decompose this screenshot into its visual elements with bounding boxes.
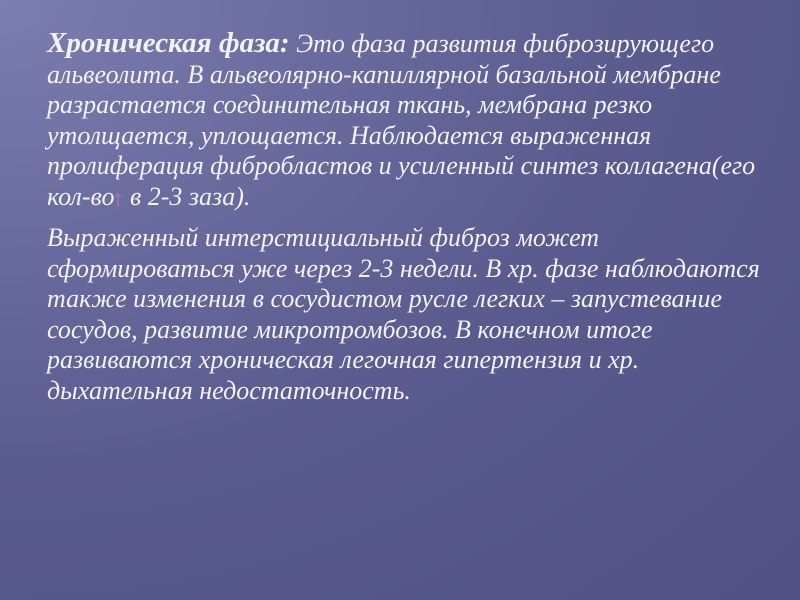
slide-text-body bbox=[47, 28, 762, 406]
chronic-phase-text: Это фаза развития фиброзирующего альвеолита. В альвеолярно-капиллярной базальной мембране разрастается соединительная ткань, мембрана резко утолщается, уплощается. Наблюдается выраженная пролиферация фибробластов и усиленный синтез коллагена(его кол-во bbox=[47, 29, 756, 211]
chronic-phase-text-end: в 2-3 заза). bbox=[123, 181, 251, 211]
up-arrow-icon bbox=[114, 192, 122, 206]
paragraph-fibrosis: Выраженный интерстициальный фиброз может сформироваться уже через 2-3 недели. В хр. фазе наблюдаются также изменения в сосудистом русле легких – запустевание сосудов, развитие микротромбозов. В конечном итоге развиваются хроническая легочная гипертензия и хр. дыхательная недостаточность. bbox=[47, 223, 760, 405]
chronic-phase-heading: Хроническая фаза: bbox=[47, 27, 290, 59]
paragraph-chronic-phase bbox=[47, 28, 762, 212]
